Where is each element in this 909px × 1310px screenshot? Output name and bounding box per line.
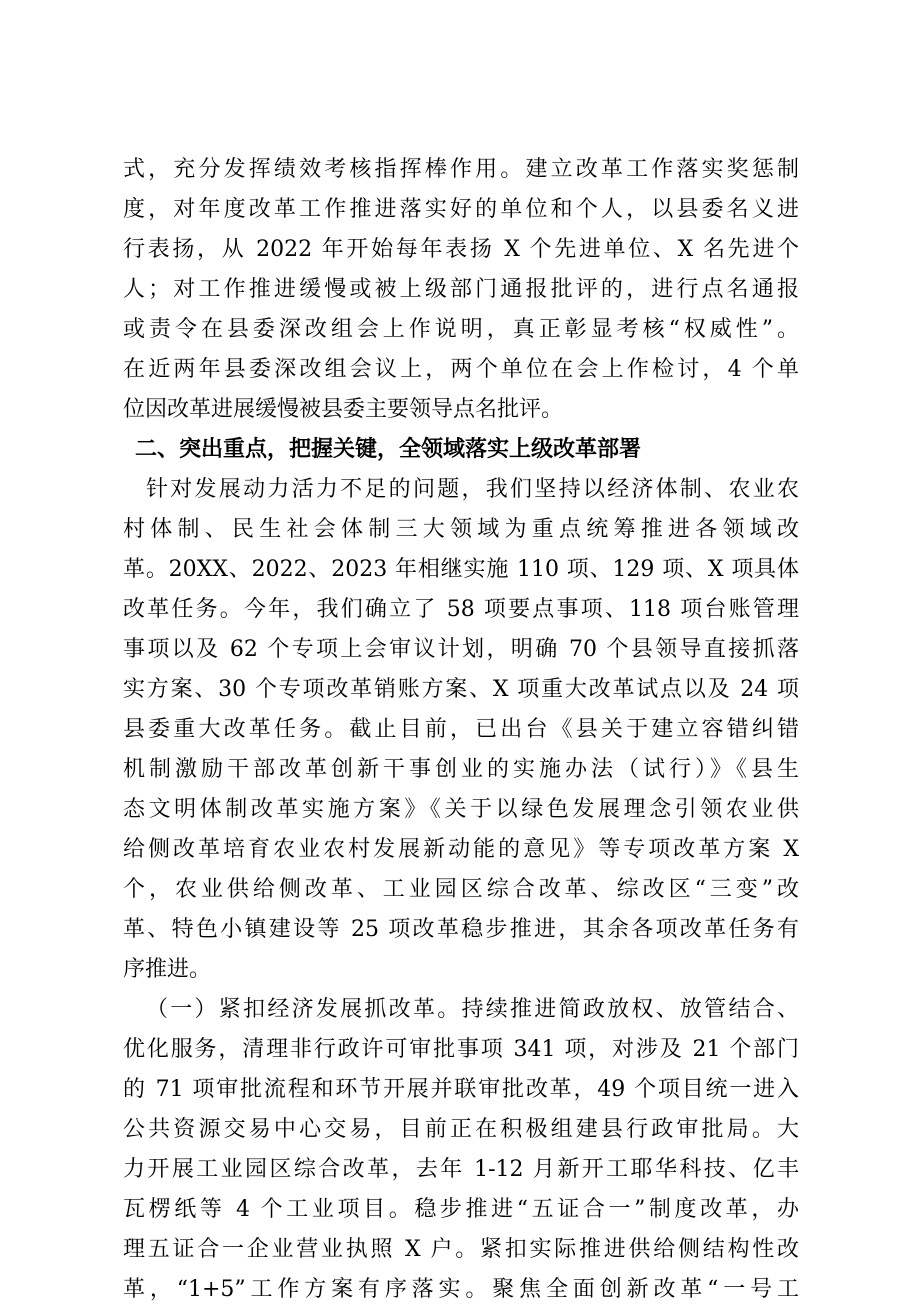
paragraph-line: 力开展工业园区综合改革，去年 1-12 月新开工耶华科技、亿丰 [123, 1157, 799, 1182]
paragraph-line: 实方案、30 个专项改革销账方案、X 项重大改革试点以及 24 项 [123, 677, 799, 702]
paragraph-line: 革。20XX、2022、2023 年相继实施 110 项、129 项、X 项具体 [123, 557, 799, 582]
paragraph-line: 瓦楞纸等 4 个工业项目。稳步推进“五证合一”制度改革，办 [123, 1197, 799, 1222]
paragraph-line: 理五证合一企业营业执照 X 户。紧扣实际推进供给侧结构性改 [123, 1237, 799, 1262]
paragraph-line: 位因改革进展缓慢被县委主要领导点名批评。 [123, 397, 564, 422]
paragraph-line: 针对发展动力活力不足的问题，我们坚持以经济体制、农业农 [146, 477, 799, 502]
paragraph-line: 优化服务，清理非行政许可审批事项 341 项，对涉及 21 个部门 [123, 1037, 799, 1062]
paragraph-line: 公共资源交易中心交易，目前正在积极组建县行政审批局。大 [123, 1117, 799, 1142]
paragraph-line: （一）紧扣经济发展抓改革。持续推进简政放权、放管结合、 [146, 997, 799, 1022]
paragraph-line: 村体制、民生社会体制三大领域为重点统筹推进各领域改 [123, 517, 799, 542]
paragraph-line: 度，对年度改革工作推进落实好的单位和个人，以县委名义进 [123, 197, 799, 222]
paragraph-line: 的 71 项审批流程和环节开展并联审批改革，49 个项目统一进入 [123, 1077, 799, 1102]
paragraph-line: 事项以及 62 个专项上会审议计划，明确 70 个县领导直接抓落 [123, 637, 799, 662]
section-heading: 二、突出重点，把握关键，全领域落实上级改革部署 [135, 437, 642, 462]
paragraph-line: 县委重大改革任务。截止目前，已出台《县关于建立容错纠错 [123, 717, 799, 742]
paragraph-line: 或责令在县委深改组会上作说明，真正彰显考核“权威性”。 [123, 317, 799, 342]
paragraph-line: 式，充分发挥绩效考核指挥棒作用。建立改革工作落实奖惩制 [123, 157, 799, 182]
paragraph-line: 革、特色小镇建设等 25 项改革稳步推进，其余各项改革任务有 [123, 917, 799, 942]
paragraph-line: 改革任务。今年，我们确立了 58 项要点事项、118 项台账管理 [123, 597, 799, 622]
paragraph-line: 机制激励干部改革创新干事创业的实施办法（试行）》《县生 [123, 757, 799, 782]
paragraph-line: 革，“1+5”工作方案有序落实。聚焦全面创新改革“一号工 [123, 1277, 799, 1302]
paragraph-line: 态文明体制改革实施方案》《关于以绿色发展理念引领农业供 [123, 797, 799, 822]
paragraph-line: 人；对工作推进缓慢或被上级部门通报批评的，进行点名通报 [123, 277, 799, 302]
paragraph-line: 给侧改革培育农业农村发展新动能的意见》等专项改革方案 X [123, 837, 799, 862]
paragraph-line: 在近两年县委深改组会议上，两个单位在会上作检讨，4 个单 [123, 357, 799, 382]
paragraph-line: 序推进。 [123, 957, 212, 982]
paragraph-line: 行表扬，从 2022 年开始每年表扬 X 个先进单位、X 名先进个 [123, 237, 799, 262]
paragraph-line: 个，农业供给侧改革、工业园区综合改革、综改区“三变”改 [123, 877, 799, 902]
